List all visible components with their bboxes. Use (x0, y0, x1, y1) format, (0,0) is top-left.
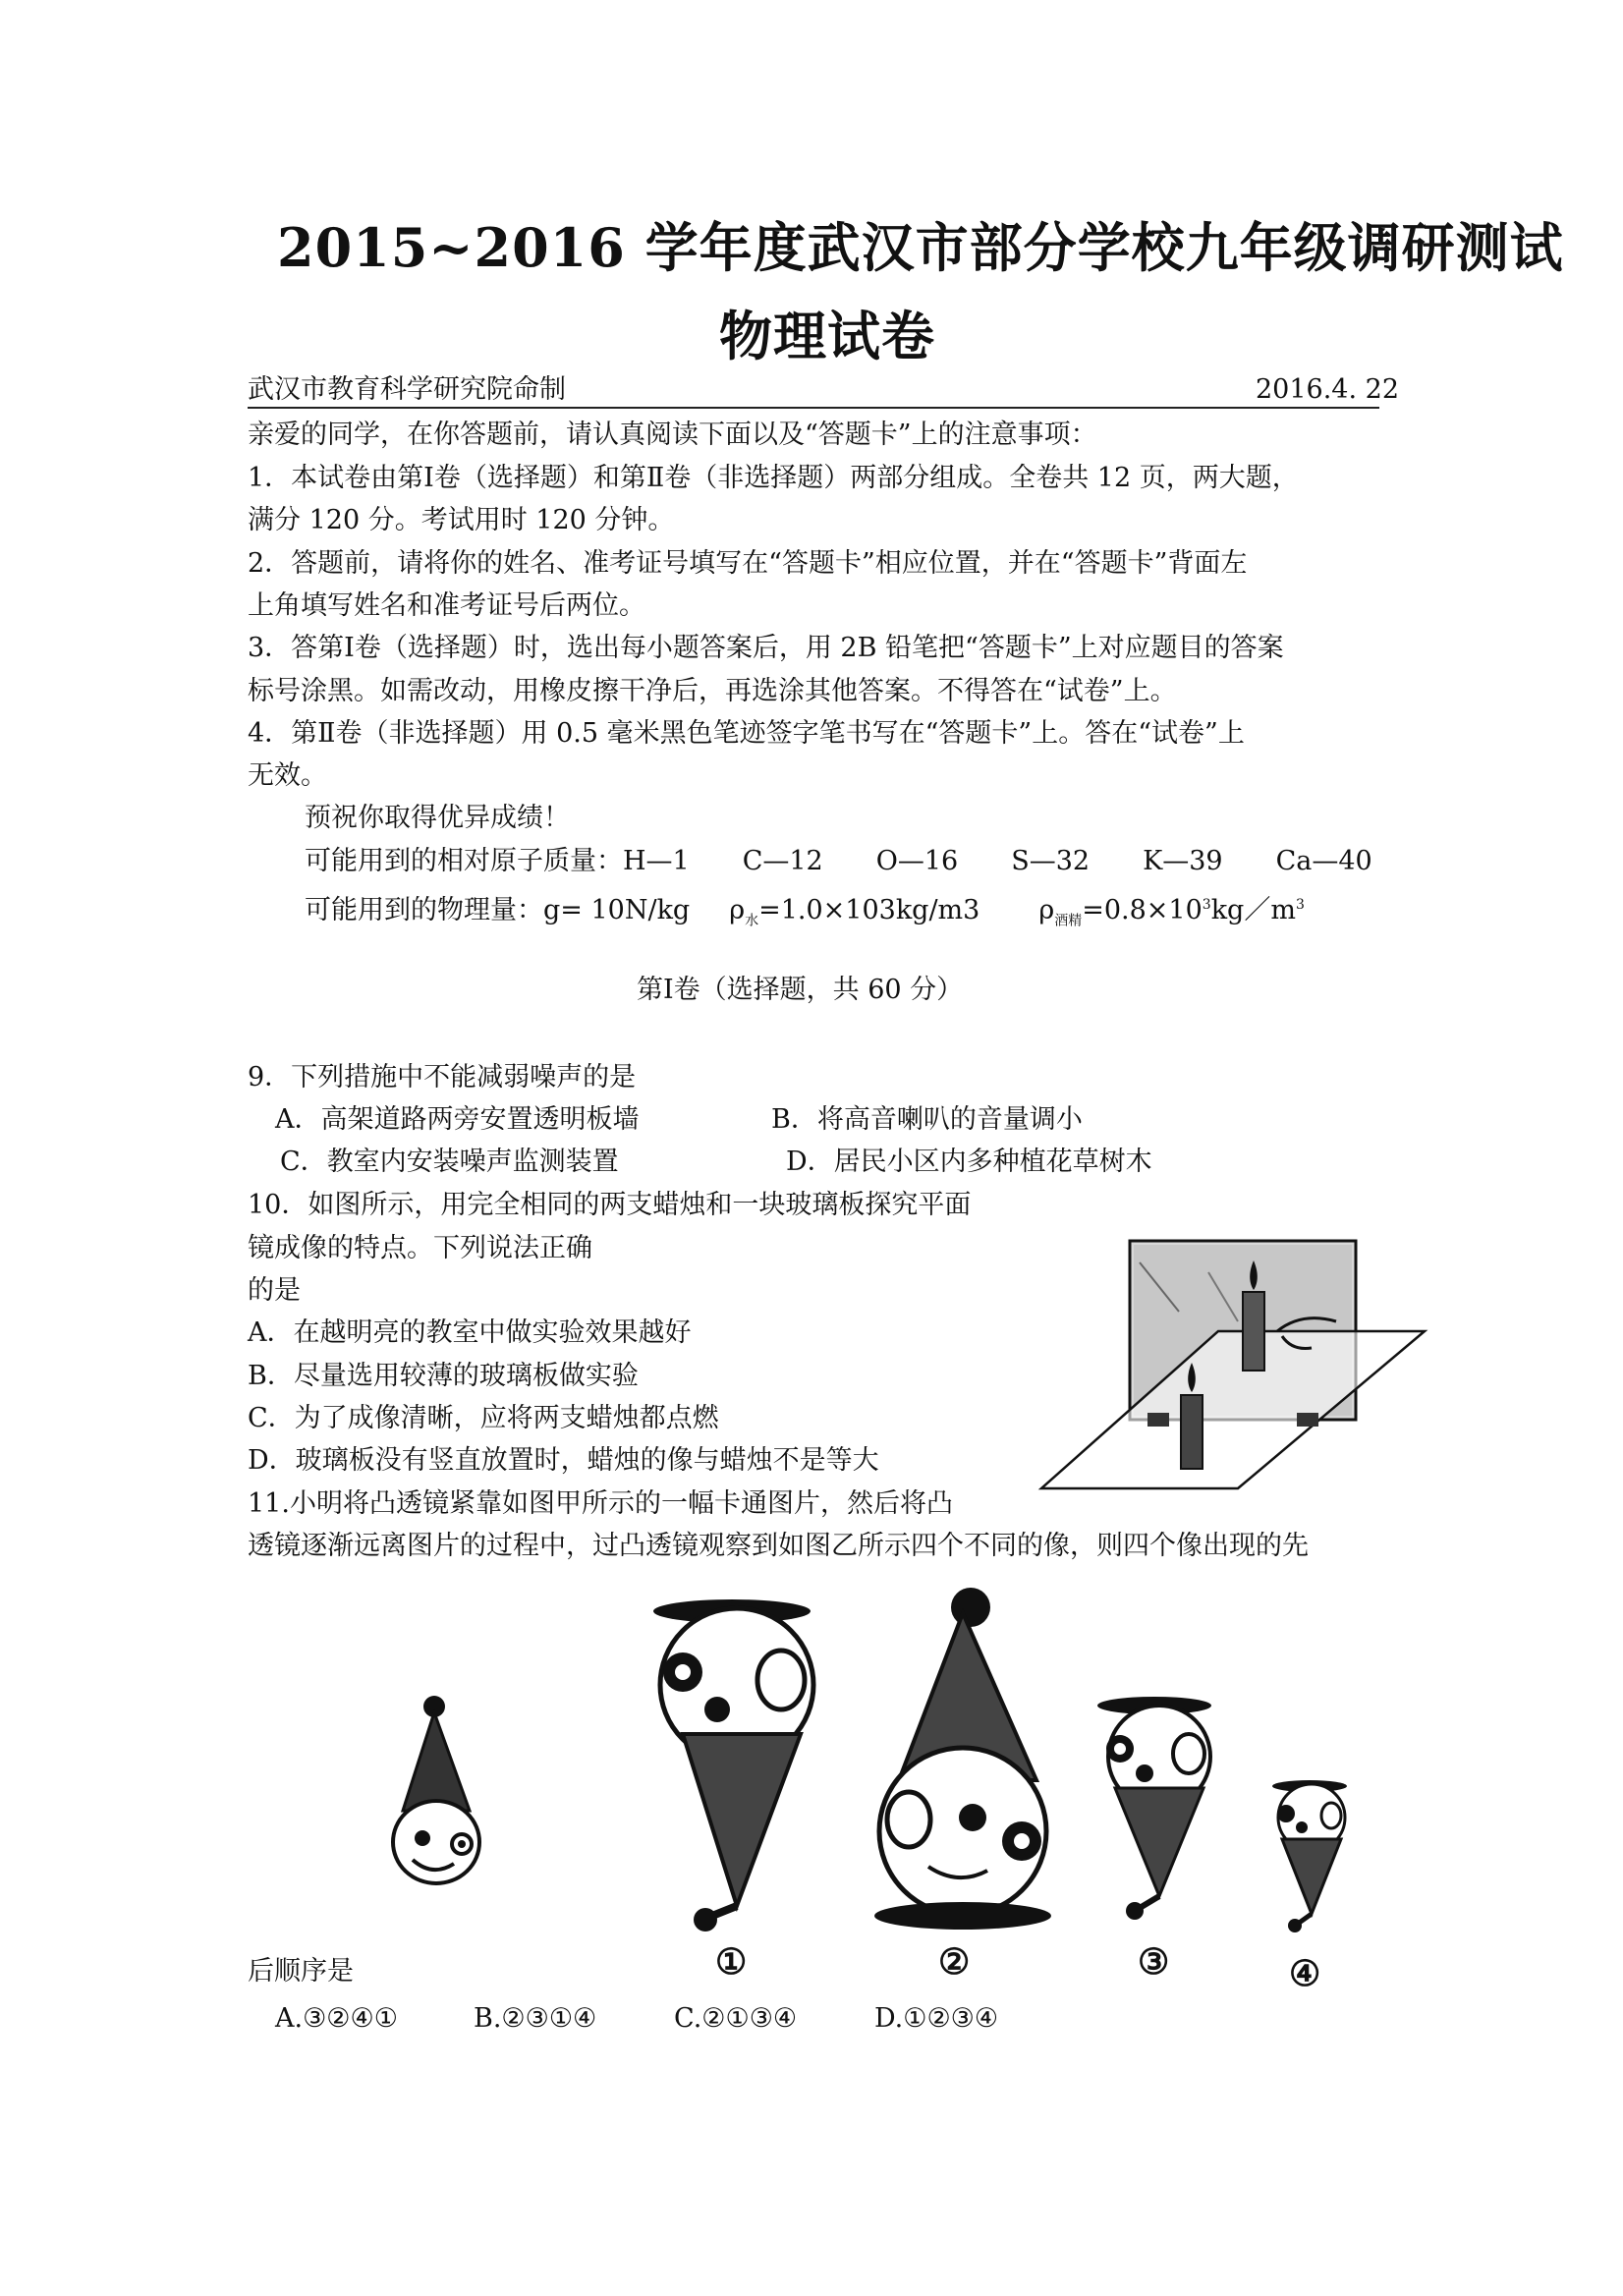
q10-option-c: C．为了成像清晰，应将两支蜡烛都点燃 (248, 1403, 719, 1433)
rho-alcohol-symbol: ρ (1038, 895, 1055, 925)
candle-mirror-figure (1032, 1233, 1434, 1498)
notice-item-1-cont: 满分 120 分。考试用时 120 分钟。 (248, 505, 675, 535)
rho-alcohol-unit: kg／m (1210, 895, 1296, 925)
q9-option-b: B．将高音喇叭的音量调小 (771, 1104, 1083, 1135)
q9-option-c: C．教室内安装噪声监测装置 (280, 1147, 619, 1177)
rho-water-symbol: ρ (729, 895, 746, 925)
q11-option-a: A.③②④① (275, 2003, 398, 2034)
exam-date: 2016.4. 22 (1256, 374, 1399, 405)
q11-option-b: B.②③①④ (474, 2003, 597, 2034)
notice-item-1: 1．本试卷由第Ⅰ卷（选择题）和第Ⅱ卷（非选择题）两部分组成。全卷共 12 页，两大题， (248, 463, 1299, 493)
notice-item-3-cont: 标号涂黑。如需改动，用橡皮擦干净后，再选涂其他答案。不得答在“试卷”上。 (248, 676, 1177, 706)
q11-stem-cont: 透镜逐渐远离图片的过程中，过凸透镜观察到如图乙所示四个不同的像，则四个像出现的先 (248, 1531, 1309, 1561)
q10-option-a: A．在越明亮的教室中做实验效果越好 (248, 1317, 692, 1348)
q11-stem: 11.小明将凸透镜紧靠如图甲所示的一幅卡通图片，然后将凸 (248, 1488, 953, 1519)
image-label-2: ② (938, 1941, 971, 1983)
q10-stem: 10．如图所示，用完全相同的两支蜡烛和一块玻璃板探究平面 (248, 1190, 972, 1220)
q11-option-c: C.②①③④ (674, 2003, 798, 2034)
image-label-3: ③ (1138, 1941, 1170, 1983)
q11-option-d: D.①②③④ (874, 2003, 999, 2034)
exam-title: 2015~2016 学年度武汉市部分学校九年级调研测试 (277, 216, 1564, 279)
image-label-1: ① (715, 1941, 748, 1983)
notice-item-2-cont: 上角填写姓名和准考证号后两位。 (248, 590, 645, 621)
q11-stem-end: 后顺序是 (248, 1956, 354, 1987)
header-divider (248, 407, 1379, 409)
notice-item-4-cont: 无效。 (248, 760, 327, 791)
exam-subtitle: 物理试卷 (719, 305, 935, 367)
wish-text: 预祝你取得优异成绩！ (305, 803, 570, 833)
cartoon-image-2 (865, 1584, 1061, 1937)
physics-constants-line (305, 890, 1305, 935)
cartoon-image-3 (1086, 1690, 1233, 1926)
q9-option-d: D．居民小区内多种植花草树木 (786, 1147, 1152, 1177)
rho-alcohol-value: =0.8×10 (1082, 895, 1203, 925)
q9-stem: 9．下列措施中不能减弱噪声的是 (248, 1062, 637, 1092)
cartoon-image-4 (1262, 1776, 1361, 1938)
cartoon-original-figure (364, 1695, 501, 1921)
notice-item-2: 2．答题前，请将你的姓名、准考证号填写在“答题卡”相应位置，并在“答题卡”背面左 (248, 548, 1248, 579)
q10-option-d: D．玻璃板没有竖直放置时，蜡烛的像与蜡烛不是等大 (248, 1445, 879, 1476)
q10-stem-cont: 镜成像的特点。下列说法正确 (248, 1233, 592, 1263)
cartoon-image-1 (639, 1582, 835, 1935)
gravity-constant: 可能用到的物理量：g= 10N/kg (305, 895, 691, 925)
q10-option-b: B．尽量选用较薄的玻璃板做实验 (248, 1361, 639, 1391)
notice-item-3: 3．答第Ⅰ卷（选择题）时，选出每小题答案后，用 2B 铅笔把“答题卡”上对应题目的答案 (248, 633, 1284, 663)
rho-water-value: =1.0×103kg/m3 (758, 895, 980, 925)
section-title: 第Ⅰ卷（选择题，共 60 分） (637, 975, 964, 1005)
notice-intro: 亲爱的同学，在你答题前，请认真阅读下面以及“答题卡”上的注意事项： (248, 420, 1097, 450)
issuer: 武汉市教育科学研究院命制 (248, 374, 566, 405)
rho-alcohol-exp: 3 (1202, 897, 1211, 913)
rho-water-sub: 水 (745, 913, 759, 929)
atomic-mass-line: 可能用到的相对原子质量：H—1 C—12 O—16 S—32 K—39 Ca—40 (305, 846, 1372, 876)
image-label-4: ④ (1289, 1953, 1321, 1994)
q10-stem-end: 的是 (248, 1275, 301, 1306)
rho-alcohol-sub: 酒精 (1054, 913, 1083, 929)
rho-alcohol-unit-exp: 3 (1295, 897, 1305, 913)
notice-item-4: 4．第Ⅱ卷（非选择题）用 0.5 毫米黑色笔迹签字笔书写在“答题卡”上。答在“试卷”上 (248, 718, 1245, 749)
q9-option-a: A．高架道路两旁安置透明板墙 (275, 1104, 640, 1135)
